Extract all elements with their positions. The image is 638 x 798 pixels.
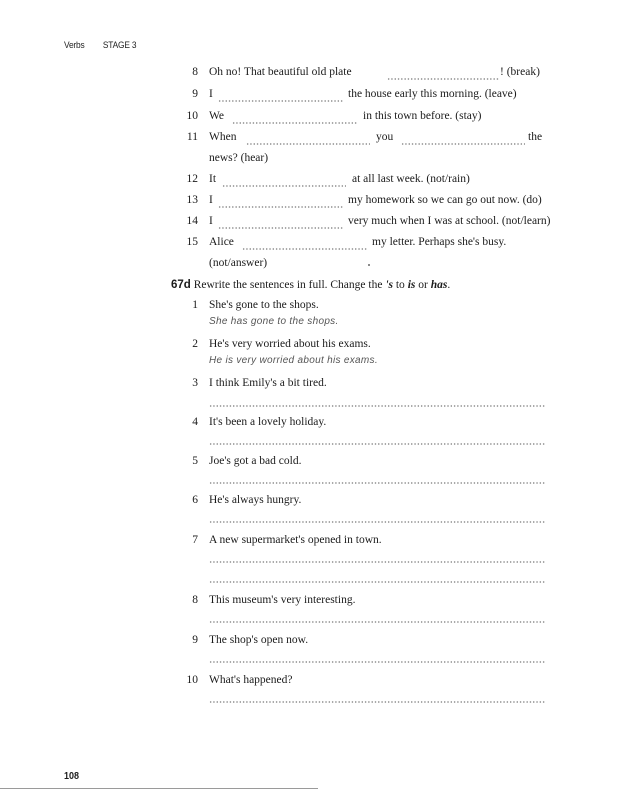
- item-text: the house early this morning. (leave): [348, 88, 517, 100]
- sentence: It's been a lovely holiday.: [209, 416, 327, 428]
- item-number: 8: [192, 594, 198, 606]
- sentence: Joe's got a bad cold.: [209, 455, 302, 467]
- item-number: 3: [192, 377, 198, 389]
- item-text: When: [209, 131, 237, 143]
- answer-blank[interactable]: [232, 122, 358, 124]
- item-text: ! (break): [500, 66, 540, 78]
- item-text: It: [209, 173, 217, 185]
- item-number: 4: [192, 416, 198, 428]
- example-answer: She has gone to the shops.: [209, 316, 339, 327]
- item-text: I: [209, 88, 213, 100]
- header-section: Verbs: [64, 40, 85, 51]
- answer-blank[interactable]: [218, 227, 344, 229]
- item-text: the: [528, 131, 543, 143]
- answer-line[interactable]: [209, 661, 546, 663]
- answer-blank[interactable]: [242, 248, 368, 250]
- answer-blank[interactable]: [218, 206, 344, 208]
- item-text: I: [209, 215, 213, 227]
- item-text: my homework so we can go out now. (do): [348, 194, 542, 206]
- example-answer: He is very worried about his exams.: [209, 355, 378, 366]
- sentence: I think Emily's a bit tired.: [209, 377, 327, 389]
- item-number: 5: [192, 455, 198, 467]
- answer-line[interactable]: [209, 581, 546, 583]
- answer-blank[interactable]: [401, 143, 525, 145]
- item-number: 6: [192, 494, 198, 506]
- exercise-code: 67d: [171, 279, 191, 291]
- item-number: 9: [192, 634, 198, 646]
- answer-line[interactable]: [209, 443, 546, 445]
- answer-blank[interactable]: [218, 100, 344, 102]
- answer-line[interactable]: [209, 701, 546, 703]
- item-number: 15: [186, 236, 198, 248]
- item-text: you: [376, 131, 394, 143]
- answer-line[interactable]: [209, 405, 546, 407]
- item-number: 8: [192, 66, 198, 78]
- sentence: This museum's very interesting.: [209, 594, 356, 606]
- footer-rule: [0, 788, 318, 789]
- answer-line[interactable]: [209, 561, 546, 563]
- item-text: Alice: [209, 236, 234, 248]
- item-number: 10: [186, 674, 198, 686]
- item-number: 9: [192, 88, 198, 100]
- sentence: The shop's open now.: [209, 634, 309, 646]
- item-text: my letter. Perhaps she's busy.: [372, 236, 507, 248]
- answer-blank[interactable]: [246, 143, 370, 145]
- item-number: 11: [186, 131, 198, 143]
- sentence: A new supermarket's opened in town.: [209, 534, 382, 546]
- item-number: 10: [186, 110, 198, 122]
- item-text: Oh no! That beautiful old plate: [209, 66, 352, 78]
- page-number: 108: [64, 771, 80, 782]
- item-number: 14: [186, 215, 198, 227]
- answer-line[interactable]: [209, 621, 546, 623]
- stray-mark: [368, 264, 370, 266]
- item-text: I: [209, 194, 213, 206]
- item-text: (not/answer): [209, 257, 268, 269]
- sentence: What's happened?: [209, 674, 293, 686]
- item-number: 7: [192, 534, 198, 546]
- sentence: He's always hungry.: [209, 494, 302, 506]
- sentence: She's gone to the shops.: [209, 299, 319, 311]
- item-number: 13: [186, 194, 198, 206]
- sentence: He's very worried about his exams.: [209, 338, 371, 350]
- answer-blank[interactable]: [387, 78, 499, 80]
- item-text: at all last week. (not/rain): [352, 173, 470, 185]
- header-stage: STAGE 3: [102, 40, 137, 51]
- item-number: 12: [186, 173, 198, 185]
- item-number: 2: [192, 338, 198, 350]
- item-text: news? (hear): [209, 152, 269, 164]
- item-text: in this town before. (stay): [363, 110, 482, 122]
- answer-line[interactable]: [209, 482, 546, 484]
- item-number: 1: [192, 299, 198, 311]
- item-text: We: [209, 110, 225, 122]
- running-header: [64, 40, 136, 51]
- item-text: very much when I was at school. (not/learn): [348, 215, 551, 227]
- answer-line[interactable]: [209, 521, 546, 523]
- answer-blank[interactable]: [222, 185, 346, 187]
- exercise-67d-heading: 67d Rewrite the sentences in full. Change the 's to is or has.: [171, 279, 451, 291]
